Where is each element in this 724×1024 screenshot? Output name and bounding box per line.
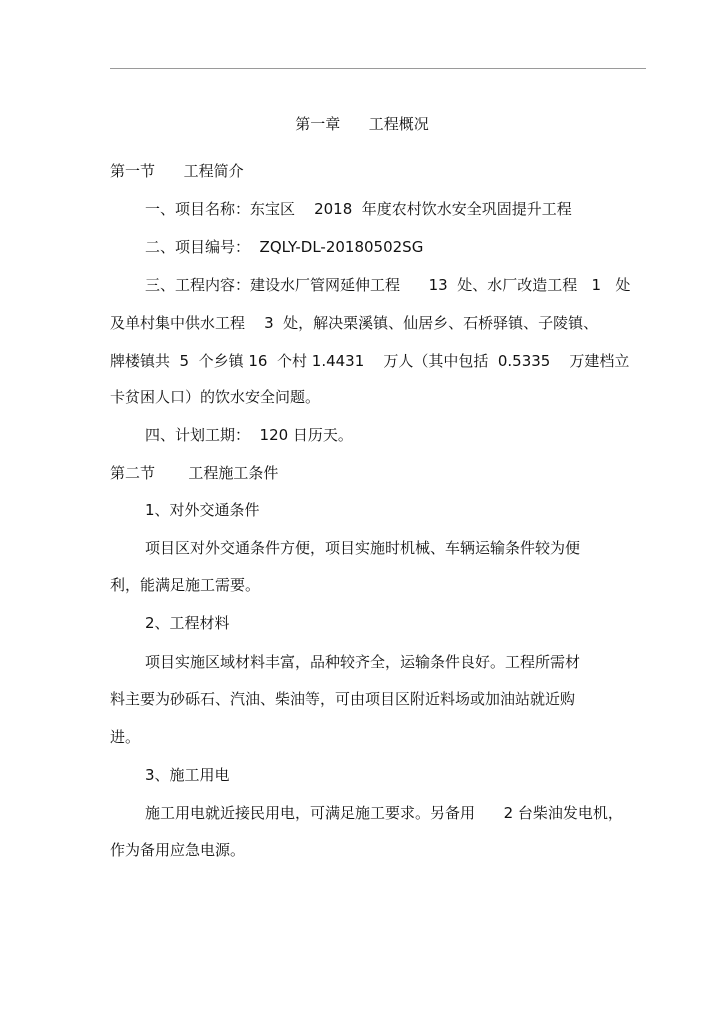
section-heading-conditions: 第二节 工程施工条件	[110, 464, 279, 482]
section-heading-intro: 第一节 工程简介	[110, 162, 244, 180]
project-content-line-1: 三、工程内容：建设水厂管网延伸工程 13 处、水厂改造工程 1 处	[145, 276, 631, 294]
materials-paragraph-line-2: 料主要为砂砾石、汽油、柴油等，可由项目区附近料场或加油站就近购	[110, 690, 576, 708]
planned-duration-line: 四、计划工期： 120 日历天。	[145, 426, 353, 444]
chapter-title: 第一章 工程概况	[295, 115, 429, 133]
traffic-paragraph-line-2: 利，能满足施工需要。	[110, 576, 261, 594]
subheading-power: 3、施工用电	[145, 766, 230, 784]
project-content-line-2: 及单村集中供水工程 3 处，解决栗溪镇、仙居乡、石桥驿镇、子陵镇、	[110, 314, 599, 332]
power-paragraph-line-1: 施工用电就近接民用电，可满足施工要求。另备用 2 台柴油发电机，	[145, 804, 623, 822]
materials-paragraph-line-3: 进。	[110, 728, 141, 746]
power-paragraph-line-2: 作为备用应急电源。	[110, 841, 246, 859]
materials-paragraph-line-1: 项目实施区域材料丰富，品种较齐全，运输条件良好。工程所需材	[145, 653, 581, 671]
traffic-paragraph-line-1: 项目区对外交通条件方便，项目实施时机械、车辆运输条件较为便	[145, 539, 581, 557]
subheading-traffic: 1、对外交通条件	[145, 501, 260, 519]
subheading-materials: 2、工程材料	[145, 614, 230, 632]
project-name-line: 一、项目名称：东宝区 2018 年度农村饮水安全巩固提升工程	[145, 200, 572, 218]
project-number-line: 二、项目编号： ZQLY-DL-20180502SG	[145, 238, 424, 256]
project-content-line-3: 牌楼镇共 5 个乡镇 16 个村 1.4431 万人（其中包括 0.5335 万建档立	[110, 352, 630, 370]
project-content-line-4: 卡贫困人口）的饮水安全问题。	[110, 388, 321, 406]
header-rule	[110, 68, 646, 69]
